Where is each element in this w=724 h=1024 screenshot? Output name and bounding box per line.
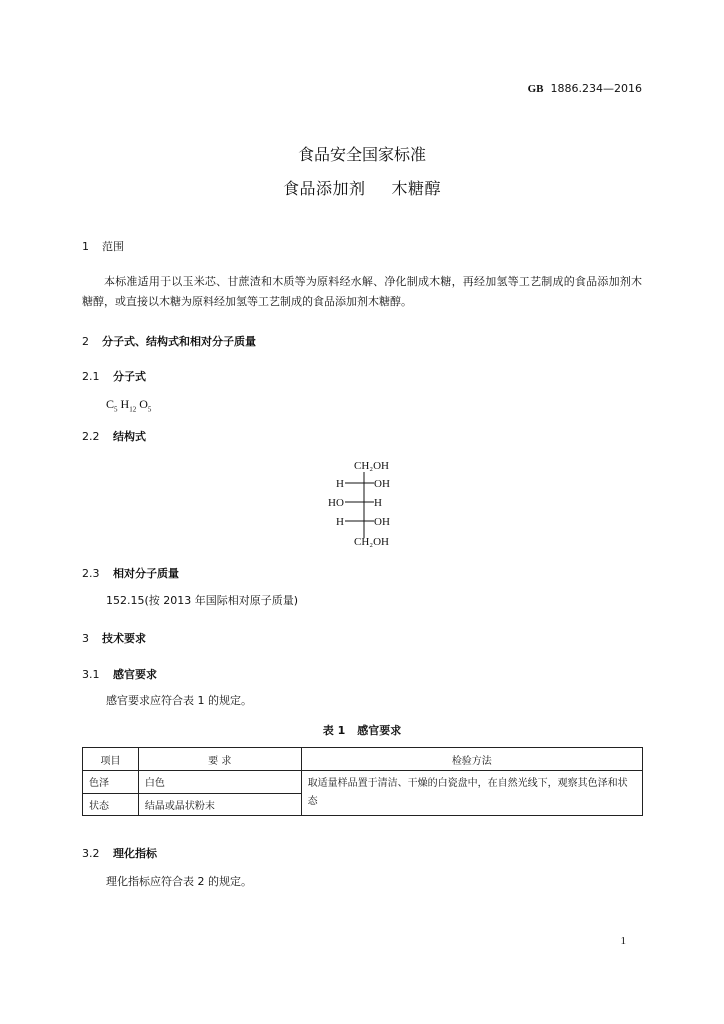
document-subtitle: [0, 176, 724, 199]
struct-r3-right: OH: [374, 516, 390, 528]
section-3-1-text: 感官要求应符合表 1 的规定。: [106, 694, 252, 707]
struct-bottom-group: CH₂OH: [354, 536, 390, 548]
section-3-heading: 3 技术要求: [82, 632, 146, 645]
section-1-heading: 1 范围: [82, 240, 124, 253]
document-title: 食品安全国家标准: [297, 145, 426, 164]
section-2-2-heading: 2.2 结构式: [82, 430, 146, 443]
subtitle-part1: 食品添加剂: [282, 179, 366, 198]
header-method: 检验方法: [301, 748, 642, 771]
section-2-heading: 2 分子式、结构式和相对分子质量: [82, 335, 256, 348]
row-requirement: 白色: [138, 771, 301, 794]
section-3-2-text: 理化指标应符合表 2 的规定。: [106, 875, 252, 888]
section-1-paragraph: 本标准适用于以玉米芯、甘蔗渣和木质等为原料经水解、净化制成木糖，再经加氢等工艺制成的食品添加剂木糖醇，或直接以木糖为原料经加氢等工艺制成的食品添加剂木糖醇。: [82, 275, 642, 308]
header-requirement: 要 求: [138, 748, 301, 771]
standard-number: 1886.234—2016: [550, 82, 642, 95]
header-item: 项目: [83, 748, 139, 771]
struct-r3-left: H: [336, 516, 344, 528]
standard-prefix: GB: [527, 83, 544, 95]
struct-r1-left: H: [336, 478, 344, 490]
section-2-3-heading: 2.3 相对分子质量: [82, 567, 179, 580]
table-1-caption: 表 1 感官要求: [322, 724, 402, 737]
table-header-row: [83, 748, 643, 771]
page-number: 1: [620, 935, 626, 947]
row-method: 取适量样品置于清洁、干燥的白瓷盘中，在自然光线下，观察其色泽和状态: [301, 771, 642, 816]
structural-formula: [320, 456, 410, 548]
relative-mass-text: 152.15(按 2013 年国际相对原子质量): [106, 594, 299, 607]
struct-r1-right: OH: [374, 478, 390, 490]
row-item: 状态: [83, 793, 139, 816]
row-requirement: 结晶或晶状粉末: [138, 793, 301, 816]
table-row: [83, 771, 643, 794]
molecular-formula: $C_5$ $H_{12}$ $O_5$: [106, 397, 152, 414]
sensory-requirements-table: [82, 747, 643, 816]
row-item: 色泽: [83, 771, 139, 794]
standard-code: [528, 82, 642, 95]
subtitle-part2: 木糖醇: [391, 179, 442, 198]
section-3-2-heading: 3.2 理化指标: [82, 847, 157, 860]
struct-r2-left: HO: [328, 497, 344, 509]
struct-top-group: CH₂OH: [354, 460, 390, 472]
section-2-1-heading: 2.1 分子式: [82, 370, 146, 383]
section-3-1-heading: 3.1 感官要求: [82, 668, 157, 681]
struct-r2-right: H: [374, 497, 382, 509]
